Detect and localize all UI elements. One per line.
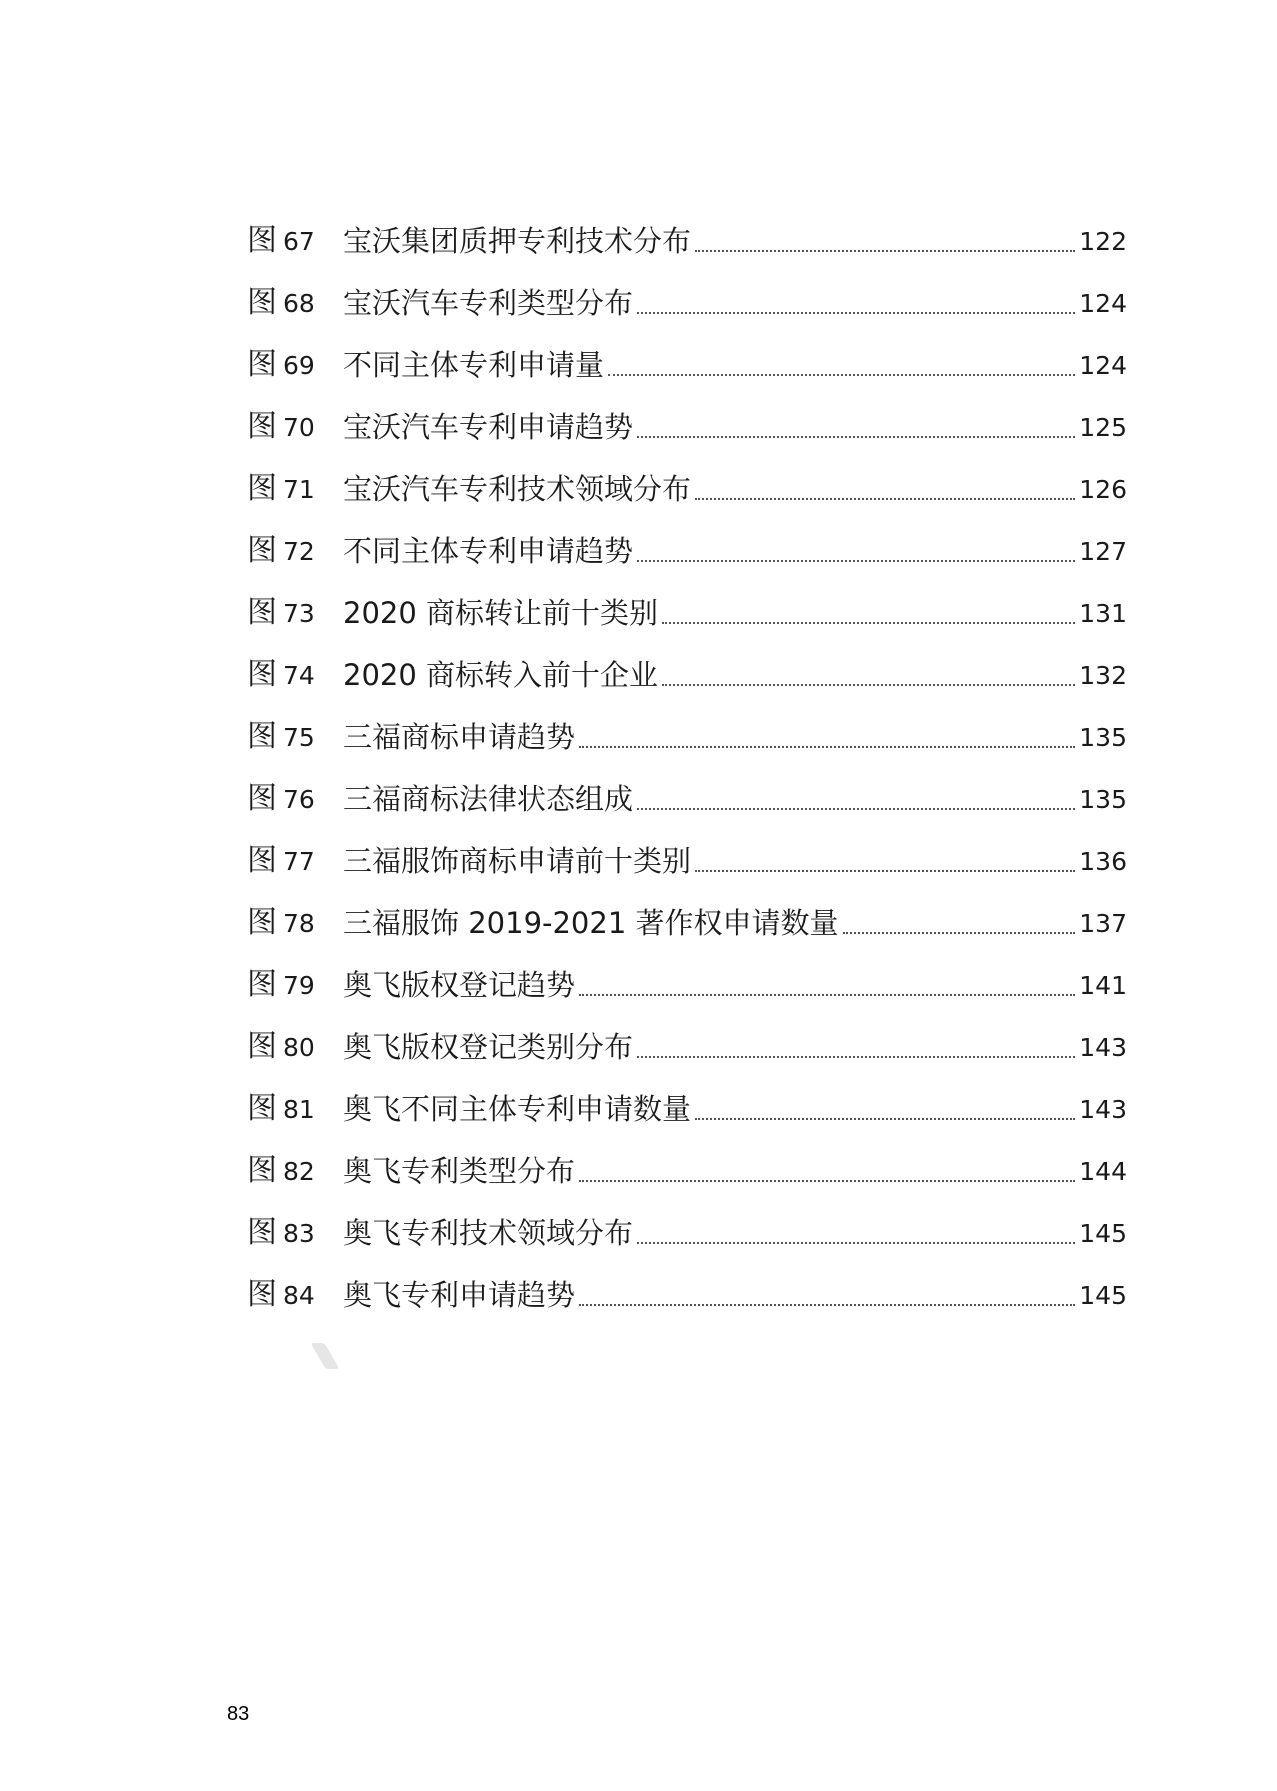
figure-word: 图 bbox=[247, 1215, 277, 1250]
figure-label bbox=[247, 1153, 343, 1188]
figure-word: 图 bbox=[247, 223, 277, 258]
figure-number: 84 bbox=[283, 1281, 315, 1310]
figure-number: 77 bbox=[283, 847, 315, 876]
dot-leader bbox=[579, 1180, 1075, 1182]
figure-number: 74 bbox=[283, 661, 315, 690]
toc-entry[interactable] bbox=[247, 644, 1127, 706]
figure-word: 图 bbox=[247, 719, 277, 754]
page-reference: 137 bbox=[1079, 908, 1127, 938]
figure-label bbox=[247, 843, 343, 878]
figure-word: 图 bbox=[247, 409, 277, 444]
toc-entry[interactable] bbox=[247, 1264, 1127, 1326]
toc-entry[interactable] bbox=[247, 892, 1127, 954]
toc-entry[interactable] bbox=[247, 768, 1127, 830]
figure-title: 2020 商标转入前十企业 bbox=[343, 661, 662, 690]
page-reference: 126 bbox=[1079, 474, 1127, 504]
figure-title: 奥飞不同主体专利申请数量 bbox=[343, 1095, 695, 1124]
toc-entry[interactable] bbox=[247, 706, 1127, 768]
figure-label bbox=[247, 533, 343, 568]
toc-entry[interactable] bbox=[247, 458, 1127, 520]
page-reference: 135 bbox=[1079, 784, 1127, 814]
figure-label bbox=[247, 223, 343, 258]
dot-leader bbox=[579, 994, 1075, 996]
figure-label bbox=[247, 471, 343, 506]
dot-leader bbox=[843, 932, 1076, 934]
figure-number: 79 bbox=[283, 971, 315, 1000]
figure-title: 三福商标申请趋势 bbox=[343, 723, 579, 752]
dot-leader bbox=[637, 312, 1075, 314]
figure-number: 76 bbox=[283, 785, 315, 814]
figure-label bbox=[247, 657, 343, 692]
figure-number: 82 bbox=[283, 1157, 315, 1186]
watermark-mark bbox=[310, 1343, 339, 1369]
page-reference: 122 bbox=[1079, 226, 1127, 256]
dot-leader bbox=[637, 436, 1075, 438]
dot-leader bbox=[662, 622, 1075, 624]
dot-leader bbox=[695, 250, 1075, 252]
toc-entry[interactable] bbox=[247, 396, 1127, 458]
figure-word: 图 bbox=[247, 843, 277, 878]
figure-label bbox=[247, 1277, 343, 1312]
figure-title: 奥飞专利类型分布 bbox=[343, 1157, 579, 1186]
figure-word: 图 bbox=[247, 285, 277, 320]
page-reference: 145 bbox=[1079, 1218, 1127, 1248]
dot-leader bbox=[608, 374, 1075, 376]
figure-number: 81 bbox=[283, 1095, 315, 1124]
figure-label bbox=[247, 1215, 343, 1250]
figure-word: 图 bbox=[247, 1153, 277, 1188]
page-reference: 143 bbox=[1079, 1094, 1127, 1124]
toc-entry[interactable] bbox=[247, 954, 1127, 1016]
figure-title: 三福服饰商标申请前十类别 bbox=[343, 847, 695, 876]
figure-title: 三福商标法律状态组成 bbox=[343, 785, 637, 814]
page-reference: 145 bbox=[1079, 1280, 1127, 1310]
toc-entry[interactable] bbox=[247, 1202, 1127, 1264]
dot-leader bbox=[637, 1056, 1075, 1058]
page-reference: 125 bbox=[1079, 412, 1127, 442]
figure-label bbox=[247, 1091, 343, 1126]
toc-entry[interactable] bbox=[247, 334, 1127, 396]
figure-title: 2020 商标转让前十类别 bbox=[343, 599, 662, 628]
figure-title: 宝沃集团质押专利技术分布 bbox=[343, 227, 695, 256]
figure-word: 图 bbox=[247, 657, 277, 692]
figure-title: 不同主体专利申请趋势 bbox=[343, 537, 637, 566]
figure-word: 图 bbox=[247, 1091, 277, 1126]
dot-leader bbox=[637, 560, 1075, 562]
figure-word: 图 bbox=[247, 905, 277, 940]
figure-number: 67 bbox=[283, 227, 315, 256]
figure-label bbox=[247, 285, 343, 320]
page-reference: 131 bbox=[1079, 598, 1127, 628]
dot-leader bbox=[579, 1304, 1075, 1306]
figure-title: 宝沃汽车专利技术领域分布 bbox=[343, 475, 695, 504]
dot-leader bbox=[662, 684, 1075, 686]
dot-leader bbox=[695, 498, 1075, 500]
figure-word: 图 bbox=[247, 533, 277, 568]
dot-leader bbox=[695, 870, 1075, 872]
figure-title: 奥飞专利技术领域分布 bbox=[343, 1219, 637, 1248]
figure-number: 71 bbox=[283, 475, 315, 504]
dot-leader bbox=[695, 1118, 1075, 1120]
figure-title: 三福服饰 2019-2021 著作权申请数量 bbox=[343, 909, 843, 938]
figure-title: 不同主体专利申请量 bbox=[343, 351, 608, 380]
toc-entry[interactable] bbox=[247, 272, 1127, 334]
toc-entry[interactable] bbox=[247, 210, 1127, 272]
figure-label bbox=[247, 967, 343, 1002]
figure-number: 83 bbox=[283, 1219, 315, 1248]
toc-entry[interactable] bbox=[247, 830, 1127, 892]
toc-entry[interactable] bbox=[247, 582, 1127, 644]
toc-entry[interactable] bbox=[247, 1078, 1127, 1140]
figure-word: 图 bbox=[247, 781, 277, 816]
toc-entry[interactable] bbox=[247, 520, 1127, 582]
figure-number: 78 bbox=[283, 909, 315, 938]
figure-title: 奥飞版权登记类别分布 bbox=[343, 1033, 637, 1062]
figure-number: 69 bbox=[283, 351, 315, 380]
page-reference: 124 bbox=[1079, 288, 1127, 318]
page-reference: 135 bbox=[1079, 722, 1127, 752]
figure-word: 图 bbox=[247, 595, 277, 630]
figure-word: 图 bbox=[247, 967, 277, 1002]
figure-label bbox=[247, 595, 343, 630]
toc-entry[interactable] bbox=[247, 1140, 1127, 1202]
page-reference: 127 bbox=[1079, 536, 1127, 566]
figure-word: 图 bbox=[247, 347, 277, 382]
figure-label bbox=[247, 905, 343, 940]
figure-title: 奥飞专利申请趋势 bbox=[343, 1281, 579, 1310]
page-reference: 143 bbox=[1079, 1032, 1127, 1062]
figure-number: 72 bbox=[283, 537, 315, 566]
page-reference: 124 bbox=[1079, 350, 1127, 380]
toc-entry[interactable] bbox=[247, 1016, 1127, 1078]
figure-number: 80 bbox=[283, 1033, 315, 1062]
page-number: 83 bbox=[227, 1703, 250, 1725]
figure-label bbox=[247, 347, 343, 382]
dot-leader bbox=[637, 808, 1075, 810]
table-of-figures bbox=[247, 210, 1127, 1326]
dot-leader bbox=[637, 1242, 1075, 1244]
figure-word: 图 bbox=[247, 1029, 277, 1064]
dot-leader bbox=[579, 746, 1075, 748]
figure-number: 75 bbox=[283, 723, 315, 752]
figure-label bbox=[247, 1029, 343, 1064]
page-reference: 136 bbox=[1079, 846, 1127, 876]
page-reference: 141 bbox=[1079, 970, 1127, 1000]
figure-word: 图 bbox=[247, 471, 277, 506]
figure-title: 宝沃汽车专利申请趋势 bbox=[343, 413, 637, 442]
figure-word: 图 bbox=[247, 1277, 277, 1312]
figure-title: 奥飞版权登记趋势 bbox=[343, 971, 579, 1000]
figure-label bbox=[247, 719, 343, 754]
figure-title: 宝沃汽车专利类型分布 bbox=[343, 289, 637, 318]
figure-label bbox=[247, 409, 343, 444]
page-reference: 144 bbox=[1079, 1156, 1127, 1186]
figure-number: 70 bbox=[283, 413, 315, 442]
figure-number: 73 bbox=[283, 599, 315, 628]
figure-label bbox=[247, 781, 343, 816]
page-reference: 132 bbox=[1079, 660, 1127, 690]
figure-number: 68 bbox=[283, 289, 315, 318]
